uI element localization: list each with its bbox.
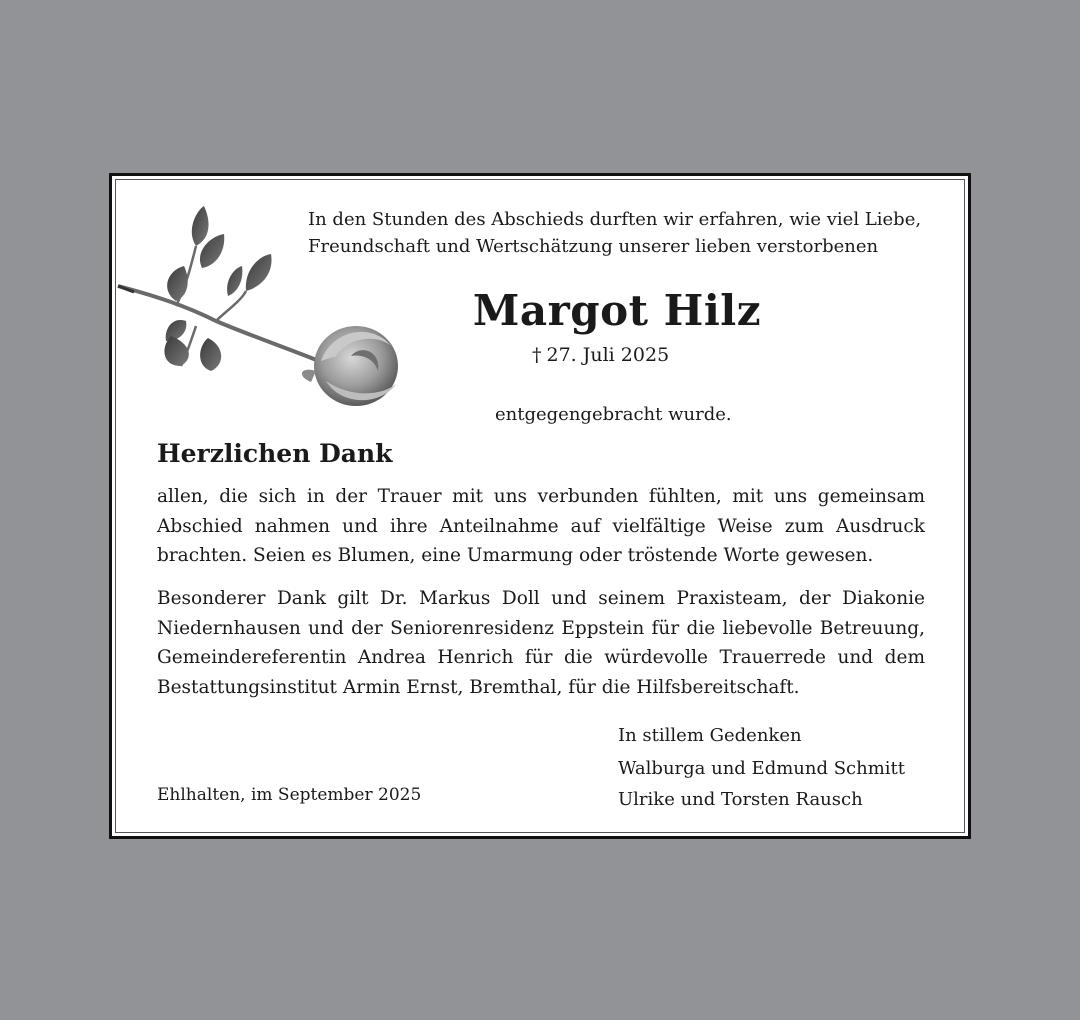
special-thanks-paragraph <box>157 584 925 702</box>
signatory: Walburga und Edmund Schmitt <box>618 758 906 779</box>
closing-phrase: In stillem Gedenken <box>618 725 802 746</box>
paragraph-line: Niedernhausen und der Seniorenresidenz Eppstein für die liebevolle Betreuung, <box>157 617 925 639</box>
paragraph-line: Bestattungsinstitut Armin Ernst, Bremthal, für die Hilfsbereitschaft. <box>157 676 800 698</box>
thanks-paragraph <box>157 482 925 571</box>
signatory: Ulrike und Torsten Rausch <box>618 789 863 810</box>
deceased-name: Margot Hilz <box>472 286 762 335</box>
paragraph-line: brachten. Seien es Blumen, eine Umarmung oder tröstende Worte gewesen. <box>157 545 874 566</box>
intro-text <box>308 206 922 260</box>
place-date: Ehlhalten, im September 2025 <box>157 785 422 805</box>
paragraph-line: Besonderer Dank gilt Dr. Markus Doll und seinem Praxisteam, der Diakonie <box>157 588 925 609</box>
closing-block <box>618 720 905 815</box>
paragraph-line: Gemeindereferentin Andrea Henrich für die würdevolle Trauerrede und dem <box>157 647 925 668</box>
cross-icon: † <box>532 344 542 366</box>
death-date: 27. Juli 2025 <box>546 344 670 366</box>
obituary-card <box>109 173 971 839</box>
thanks-heading: Herzlichen Dank <box>157 439 393 468</box>
death-date-line <box>532 344 669 366</box>
paragraph-line: allen, die sich in der Trauer mit uns verbunden fühlten, mit uns gemeinsam <box>157 486 925 507</box>
paragraph-line: Abschied nahmen und ihre Anteilnahme auf vielfältige Weise zum Ausdruck <box>157 515 925 537</box>
intro-line: In den Stunden des Abschieds durften wir erfahren, wie viel Liebe, <box>308 209 922 230</box>
intro-end: entgegengebracht wurde. <box>495 404 732 425</box>
intro-line: Freundschaft und Wertschätzung unserer lieben verstorbenen <box>308 236 879 257</box>
